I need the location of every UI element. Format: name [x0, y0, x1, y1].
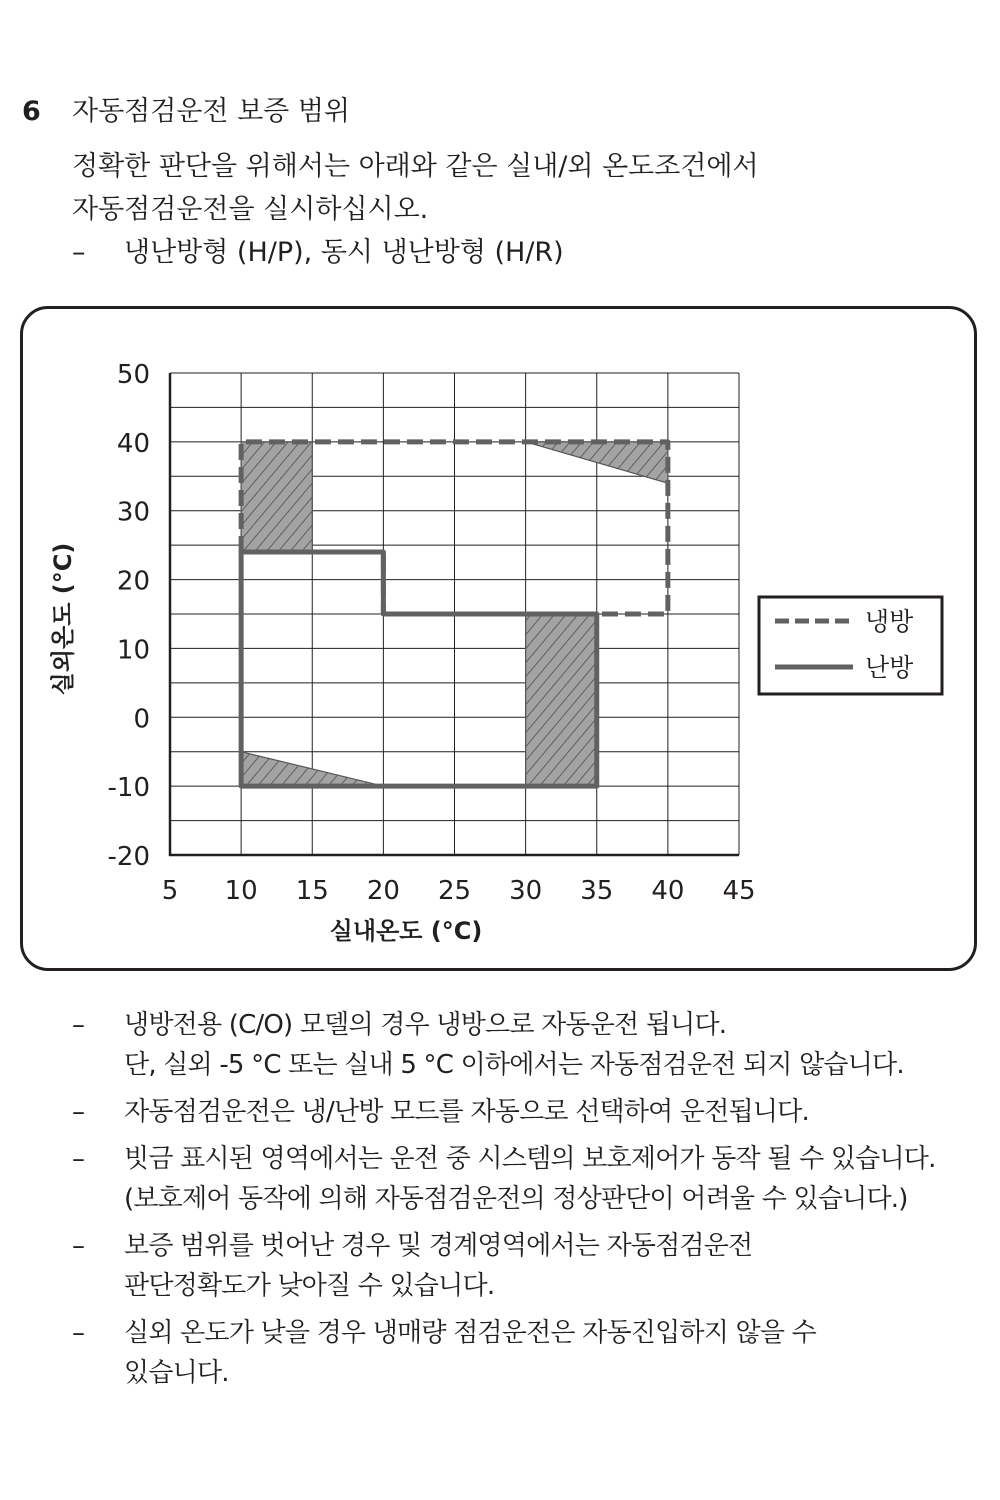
note-item	[72, 1092, 992, 1132]
hatched-region	[526, 614, 597, 786]
note-line: 판단정확도가 낮아질 수 있습니다.	[124, 1271, 495, 1301]
x-tick-label: 30	[509, 876, 543, 906]
notes-list	[72, 1005, 992, 1400]
x-tick-label: 20	[366, 876, 400, 906]
hatched-region	[241, 442, 312, 552]
dash-bullet: –	[72, 1010, 85, 1040]
x-tick-label: 25	[437, 876, 472, 906]
dash-bullet: –	[72, 1144, 85, 1174]
note-line: 보증 범위를 벗어난 경우 및 경계영역에서는 자동점검운전	[124, 1231, 753, 1261]
x-axis-title: 실내온도 (°C)	[329, 917, 483, 945]
y-tick-label: 50	[116, 360, 150, 390]
note-line: 있습니다.	[124, 1358, 229, 1388]
y-tick-label: 10	[116, 635, 150, 666]
x-tick-label: 45	[722, 876, 756, 906]
legend-box	[759, 597, 942, 694]
section-title: 자동점검운전 보증 범위	[72, 96, 350, 127]
note-line: (보호제어 동작에 의해 자동점검운전의 정상판단이 어려울 수 있습니다.)	[124, 1184, 908, 1214]
x-tick-label: 10	[224, 876, 258, 906]
y-tick-label: -20	[107, 842, 150, 872]
legend-label: 냉방	[865, 607, 914, 636]
note-item	[72, 1226, 992, 1306]
intro-text	[72, 145, 759, 231]
y-tick-label: 40	[116, 428, 150, 459]
note-item	[72, 1139, 992, 1219]
operating-range-chart	[23, 309, 974, 968]
x-tick-label: 35	[580, 876, 614, 906]
section-number: 6	[22, 96, 41, 127]
intro-line: 자동점검운전을 실시하십시오.	[72, 194, 429, 225]
note-line: 빗금 표시된 영역에서는 운전 중 시스템의 보호제어가 동작 될 수 있습니다.	[124, 1144, 936, 1174]
dash-bullet: –	[72, 1231, 85, 1261]
y-tick-label: -10	[107, 773, 150, 804]
y-tick-label: 30	[116, 497, 150, 528]
intro-line: 정확한 판단을 위해서는 아래와 같은 실내/외 온도조건에서	[72, 151, 759, 182]
note-line: 단, 실외 -5 °C 또는 실내 5 °C 이하에서는 자동점검운전 되지 않습니다.	[124, 1050, 904, 1080]
dash-bullet: –	[72, 1097, 85, 1127]
chart-panel	[20, 306, 977, 971]
y-tick-label: 0	[133, 704, 150, 735]
y-tick-label: 20	[116, 566, 150, 597]
note-item	[72, 1313, 992, 1393]
note-item	[72, 1005, 992, 1085]
dash-bullet: –	[72, 237, 86, 268]
dash-bullet: –	[72, 1318, 85, 1348]
note-line: 냉방전용 (C/O) 모델의 경우 냉방으로 자동운전 됩니다.	[124, 1010, 727, 1040]
note-line: 자동점검운전은 냉/난방 모드를 자동으로 선택하여 운전됩니다.	[124, 1097, 809, 1127]
y-axis-title: 실외온도 (°C)	[49, 542, 77, 696]
x-tick-label: 5	[161, 876, 179, 906]
model-types: 냉난방형 (H/P), 동시 냉난방형 (H/R)	[124, 237, 564, 268]
x-tick-label: 40	[651, 876, 685, 906]
x-tick-label: 15	[295, 876, 329, 906]
legend-label: 난방	[865, 653, 914, 682]
note-line: 실외 온도가 낮을 경우 냉매량 점검운전은 자동진입하지 않을 수	[124, 1318, 816, 1348]
